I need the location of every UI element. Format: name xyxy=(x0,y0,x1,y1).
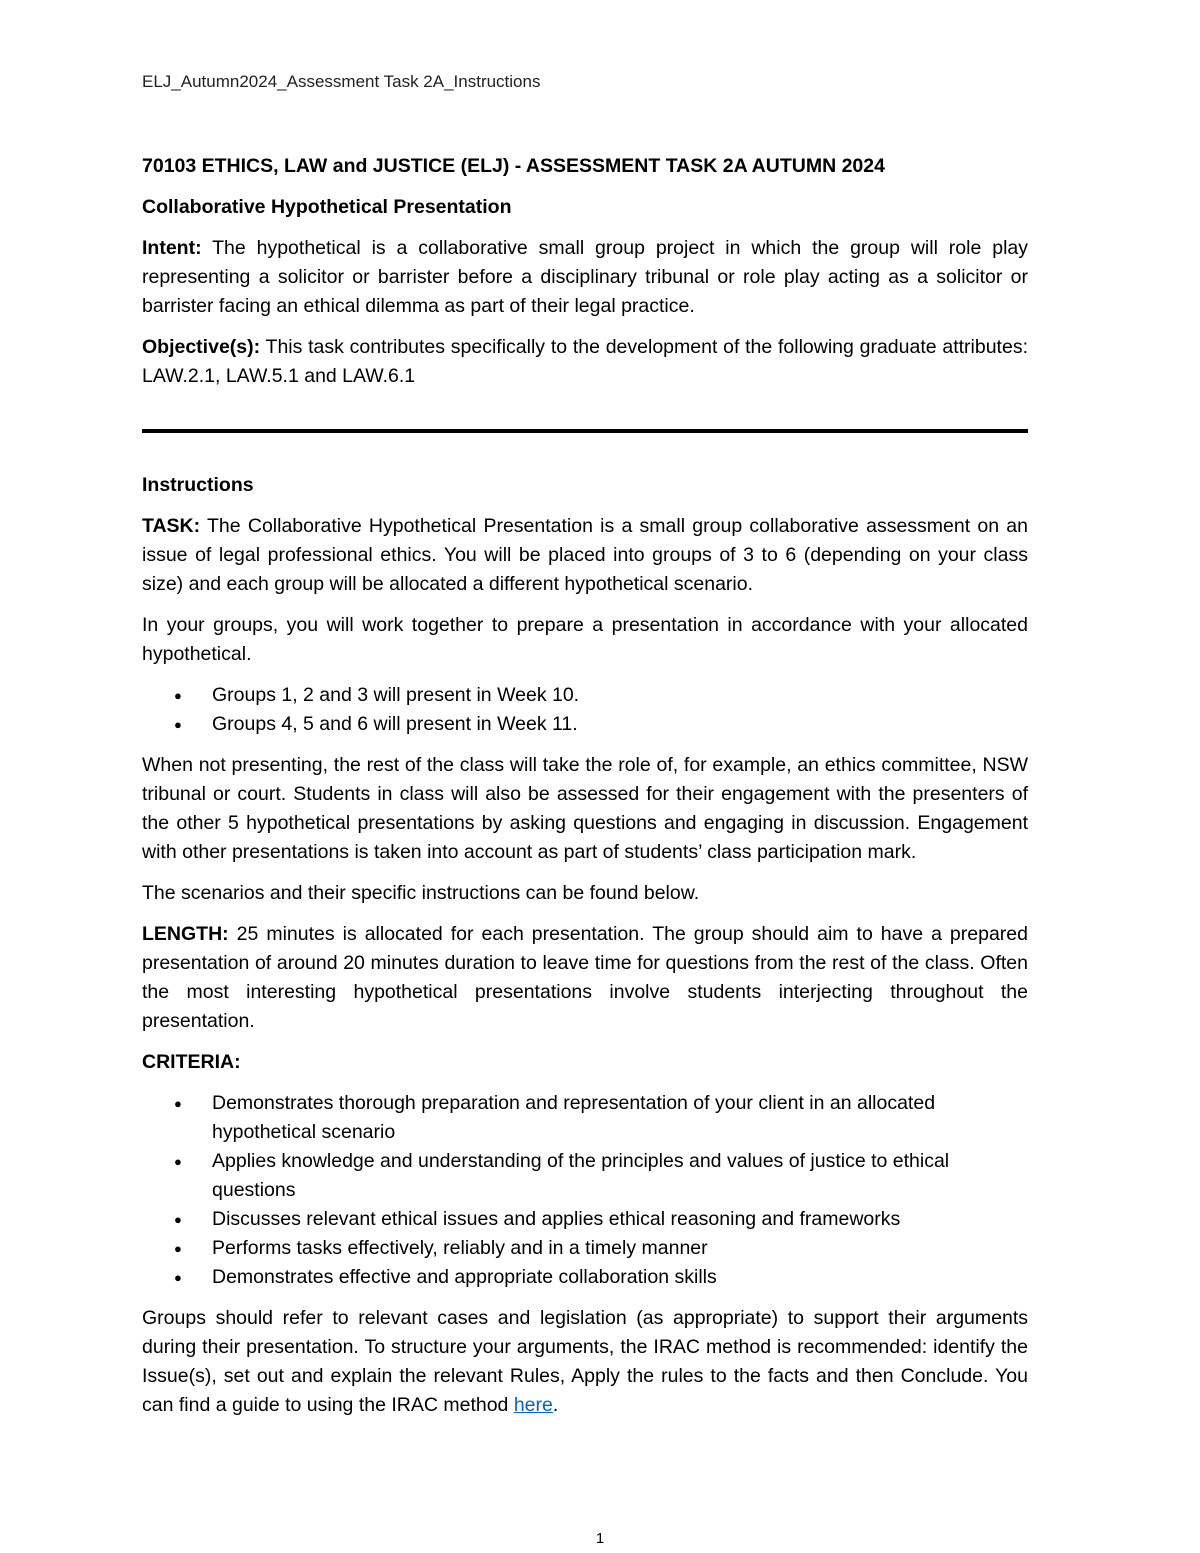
instructions-heading: Instructions xyxy=(142,474,254,496)
length-text: 25 minutes is allocated for each presentation. The group should aim to have a prepared presentation of around 20 minutes duration to leave time for questions from the rest of the class. Often the most interesting hypothetical presentations involve students interjecting throughout the presentation. xyxy=(142,923,1028,1032)
objectives-paragraph xyxy=(142,333,1028,391)
groups-intro-paragraph: In your groups, you will work together to prepare a presentation in accordance with your allocated hypothetical. xyxy=(142,614,1028,665)
objectives-text: This task contributes specifically to the development of the following graduate attributes: LAW.2.1, LAW.5.1 and LAW.6.1 xyxy=(142,336,1028,387)
groups-list xyxy=(142,681,1028,739)
intent-text: The hypothetical is a collaborative small group project in which the group will role play representing a solicitor or barrister before a disciplinary tribunal or role play acting as a solicitor or barrister facing an ethical dilemma as part of their legal practice. xyxy=(142,237,1028,317)
page-number: 1 xyxy=(595,1530,605,1547)
irac-end: . xyxy=(552,1394,559,1416)
document-subtitle: Collaborative Hypothetical Presentation xyxy=(142,196,512,218)
document-title: 70103 ETHICS, LAW and JUSTICE (ELJ) - ASSESSMENT TASK 2A AUTUMN 2024 xyxy=(142,155,885,177)
list-item: ● Performs tasks effectively, reliably and in a timely manner xyxy=(142,1234,1028,1263)
list-item: ● Demonstrates effective and appropriate collaboration skills xyxy=(142,1263,1028,1292)
criteria-heading: CRITERIA: xyxy=(142,1051,241,1073)
intent-label: Intent: xyxy=(142,237,202,259)
page-header: ELJ_Autumn2024_Assessment Task 2A_Instructions xyxy=(142,72,541,91)
list-item: ● Demonstrates thorough preparation and representation of your client in an allocated hypothetical scenario xyxy=(142,1089,1028,1147)
length-label: LENGTH: xyxy=(142,923,229,945)
objectives-label: Objective(s): xyxy=(142,336,261,358)
not-presenting-paragraph: When not presenting, the rest of the class will take the role of, for example, an ethics committee, NSW tribunal or court. Students in class will also be assessed for their engagement with the presenters of the other 5 hypothetical presentations by asking questions and engaging in discussion. Engagement with other presentations is taken into account as part of students’ class participation mark. xyxy=(142,754,1028,863)
intent-paragraph xyxy=(142,234,1028,321)
irac-paragraph xyxy=(142,1304,1028,1420)
criteria-list xyxy=(142,1089,1028,1292)
document-body xyxy=(142,152,1028,1432)
task-label: TASK: xyxy=(142,515,201,537)
list-item: ● Discusses relevant ethical issues and applies ethical reasoning and frameworks xyxy=(142,1205,1028,1234)
irac-guide-link[interactable]: here xyxy=(513,1394,553,1416)
length-paragraph xyxy=(142,920,1028,1036)
list-item: ● Groups 1, 2 and 3 will present in Week 10. xyxy=(142,681,1028,710)
task-paragraph xyxy=(142,512,1028,599)
task-text: The Collaborative Hypothetical Presentation is a small group collaborative assessment on an issue of legal professional ethics. You will be placed into groups of 3 to 6 (depending on your class size) and each group will be allocated a different hypothetical scenario. xyxy=(142,515,1028,595)
list-item: ● Groups 4, 5 and 6 will present in Week 11. xyxy=(142,710,1028,739)
irac-text: Groups should refer to relevant cases and legislation (as appropriate) to support their arguments during their presentation. To structure your arguments, the IRAC method is recommended: identify the Issue(s), set out and explain the relevant Rules, Apply the rules to the facts and then Conclude. You can find a guide to using the IRAC method xyxy=(142,1307,1028,1416)
list-item: ● Applies knowledge and understanding of the principles and values of justice to ethical questions xyxy=(142,1147,1028,1205)
scenarios-note-paragraph: The scenarios and their specific instructions can be found below. xyxy=(142,882,700,904)
section-divider xyxy=(142,429,1028,433)
